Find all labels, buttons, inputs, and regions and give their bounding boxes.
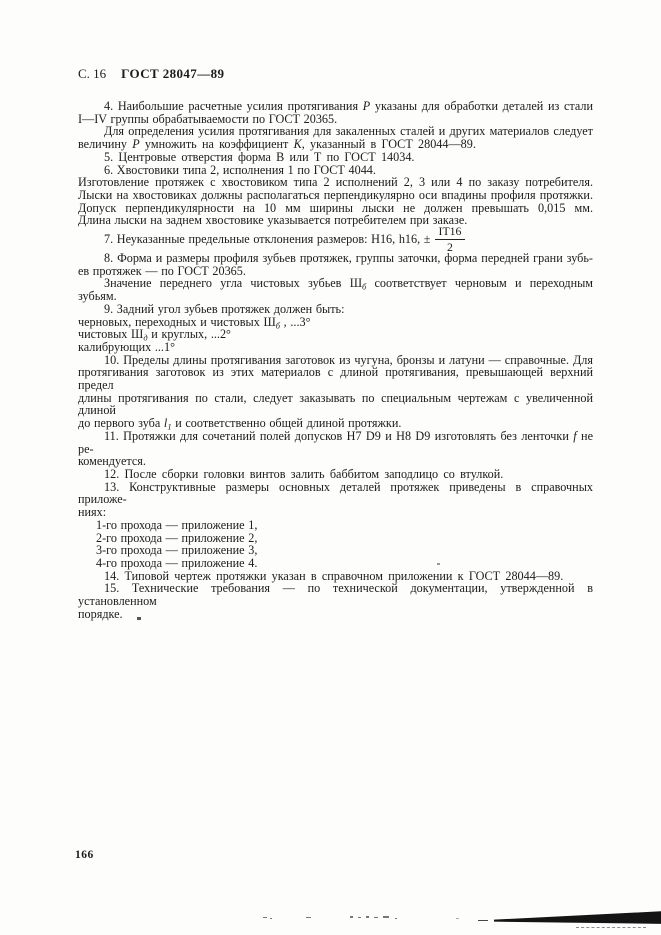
scan-artifact bbox=[437, 563, 440, 565]
text-run: соответствует черновым и переходным зубьям. bbox=[78, 276, 593, 304]
text-run: до первого зуба bbox=[78, 416, 164, 431]
list-item-pass-4: 4-го прохода — приложение 4. bbox=[96, 555, 258, 570]
para-8-line-3 bbox=[78, 277, 593, 302]
para-6-line-1: 6. Хвостовики типа 2, исполнения 1 по ГОСТ 4044. bbox=[104, 162, 376, 177]
para-13-line-1: 13. Конструктивные размеры основных деталей протяжек приведены в справочных приложе- bbox=[78, 479, 593, 507]
subscript: б bbox=[275, 320, 281, 331]
scan-artifact bbox=[358, 917, 361, 918]
fraction-numerator: IT16 bbox=[435, 225, 466, 240]
para-11-line-2: комендуется. bbox=[78, 454, 146, 469]
scan-artifact bbox=[366, 916, 369, 918]
para-4-line-2: I—IV группы обрабатываемости по ГОСТ 20365. bbox=[78, 111, 338, 126]
scan-artifact-dashes bbox=[576, 927, 646, 928]
para-6-line-3: Лыски на хвостовиках должны располагаться перпендикулярно оси впадины профиля протяжки. bbox=[78, 187, 593, 202]
symbol-P: Р bbox=[132, 137, 140, 152]
symbol-Sh: Ш bbox=[131, 327, 144, 342]
scan-artifact bbox=[263, 917, 267, 918]
text-run: величину bbox=[78, 137, 133, 152]
para-10-line-3: длины протягивания по стали, следует заказывать по специальным чертежам с увеличенной длиной bbox=[78, 390, 593, 418]
para-10-line-1: 10. Пределы длины протягивания заготовок из чугуна, бронзы и латуни — справочные. Для bbox=[104, 352, 593, 367]
list-item-pass-1: 1-го прохода — приложение 1, bbox=[96, 517, 258, 532]
fraction-denominator: 2 bbox=[447, 240, 453, 255]
text-run: , ...3° bbox=[280, 314, 311, 329]
page-number: 166 bbox=[75, 849, 94, 861]
subscript: д bbox=[143, 332, 148, 343]
para-4-line-4 bbox=[78, 138, 593, 151]
scan-artifact bbox=[456, 918, 459, 919]
para-12: 12. После сборки головки винтов залить баббитом заподлицо со втулкой. bbox=[104, 466, 504, 481]
scan-artifact bbox=[395, 918, 397, 919]
para-11-line-1 bbox=[78, 430, 593, 455]
list-item-pass-2: 2-го прохода — приложение 2, bbox=[96, 530, 258, 545]
para-15-line-2: порядке. bbox=[78, 606, 123, 621]
text-run: умножить на коэффициент bbox=[139, 137, 294, 152]
formula-prefix: 7. Неуказанные предельные отклонения размеров: Н16, h16, ± bbox=[104, 232, 431, 247]
scan-artifact bbox=[478, 920, 488, 921]
text-run: Значение переднего угла чистовых зубьев bbox=[104, 276, 350, 291]
para-15-line-1: 15. Технические требования — по технической документации, утвержденной в установленном bbox=[78, 581, 593, 609]
scan-artifact bbox=[270, 918, 272, 919]
scan-artifact bbox=[374, 917, 378, 918]
para-7-formula-line bbox=[78, 224, 593, 255]
symbol-l: l bbox=[163, 416, 168, 431]
text-run: чистовых bbox=[78, 327, 132, 342]
para-9-line-1: 9. Задний угол зубьев протяжек должен быть: bbox=[104, 301, 345, 316]
para-5: 5. Центровые отверстия форма В или Т по ГОСТ 14034. bbox=[104, 149, 415, 164]
para-9-line-4: калибрующих ...1° bbox=[78, 339, 175, 354]
symbol-Sh: Ш bbox=[349, 276, 362, 291]
text-run: не ре- bbox=[78, 428, 593, 456]
scan-artifact bbox=[350, 916, 353, 918]
para-14: 14. Типовой чертеж протяжки указан в справочном приложении к ГОСТ 28044—89. bbox=[104, 568, 564, 583]
fraction-it16-over-2 bbox=[435, 225, 466, 254]
text-run: указаны для обработки деталей из стали bbox=[370, 99, 593, 113]
scan-artifact bbox=[137, 617, 141, 620]
list-item-pass-3: 3-го прохода — приложение 3, bbox=[96, 543, 258, 558]
scan-artifact bbox=[383, 916, 389, 918]
para-6-line-4: Допуск перпендикулярности на 10 мм ширины лыски не должен превышать 0,015 мм. bbox=[78, 200, 593, 215]
header-page-label: С. 16 bbox=[78, 66, 107, 81]
para-4-line-3: Для определения усилия протягивания для закаленных сталей и других материалов следует bbox=[104, 124, 593, 139]
symbol-f: f bbox=[573, 428, 577, 443]
symbol-Sh: Ш bbox=[263, 314, 276, 329]
para-8-line-1: 8. Форма и размеры профиля зубьев протяжек, группы заточки, форма передней грани зубь- bbox=[104, 251, 593, 266]
scan-artifact bbox=[306, 917, 311, 918]
text-run: и круглых, ...2° bbox=[147, 327, 231, 342]
para-6-line-5: Длина лыски на заднем хвостовике указывается потребителем при заказе. bbox=[78, 213, 468, 228]
para-6-line-2: Изготовление протяжек с хвостовиком типа 2 исполнений 2, 3 или 4 по заказу потребителя. bbox=[78, 175, 593, 190]
symbol-K: К bbox=[293, 137, 302, 152]
text-run: 11. Протяжки для сочетаний полей допусков Н7 D9 и Н8 D9 изготовлять без ленточки bbox=[104, 428, 574, 443]
text-run: черновых, переходных и чистовых bbox=[78, 314, 264, 329]
document-body bbox=[78, 100, 593, 620]
symbol-P: Р bbox=[362, 99, 371, 113]
header-doc-number: ГОСТ 28047—89 bbox=[121, 66, 225, 81]
scan-artifact-wedge bbox=[494, 911, 661, 925]
para-4-line-1 bbox=[78, 100, 593, 113]
subscript: б bbox=[361, 281, 367, 292]
subscript: 1 bbox=[167, 421, 172, 432]
para-8-line-2: ев протяжек — по ГОСТ 20365. bbox=[78, 263, 246, 278]
text-run: 4. Наибольшие расчетные усилия протягивания bbox=[104, 99, 363, 113]
para-13-line-2: ниях: bbox=[78, 505, 107, 520]
para-10-line-2: протягивания заготовок из этих материалов с длиной протягивания, превышающей верхний предел bbox=[78, 365, 593, 393]
text-run: , указанный в ГОСТ 28044—89. bbox=[301, 137, 476, 152]
page-header bbox=[78, 66, 224, 82]
text-run: и соответственно общей длиной протяжки. bbox=[171, 416, 402, 431]
